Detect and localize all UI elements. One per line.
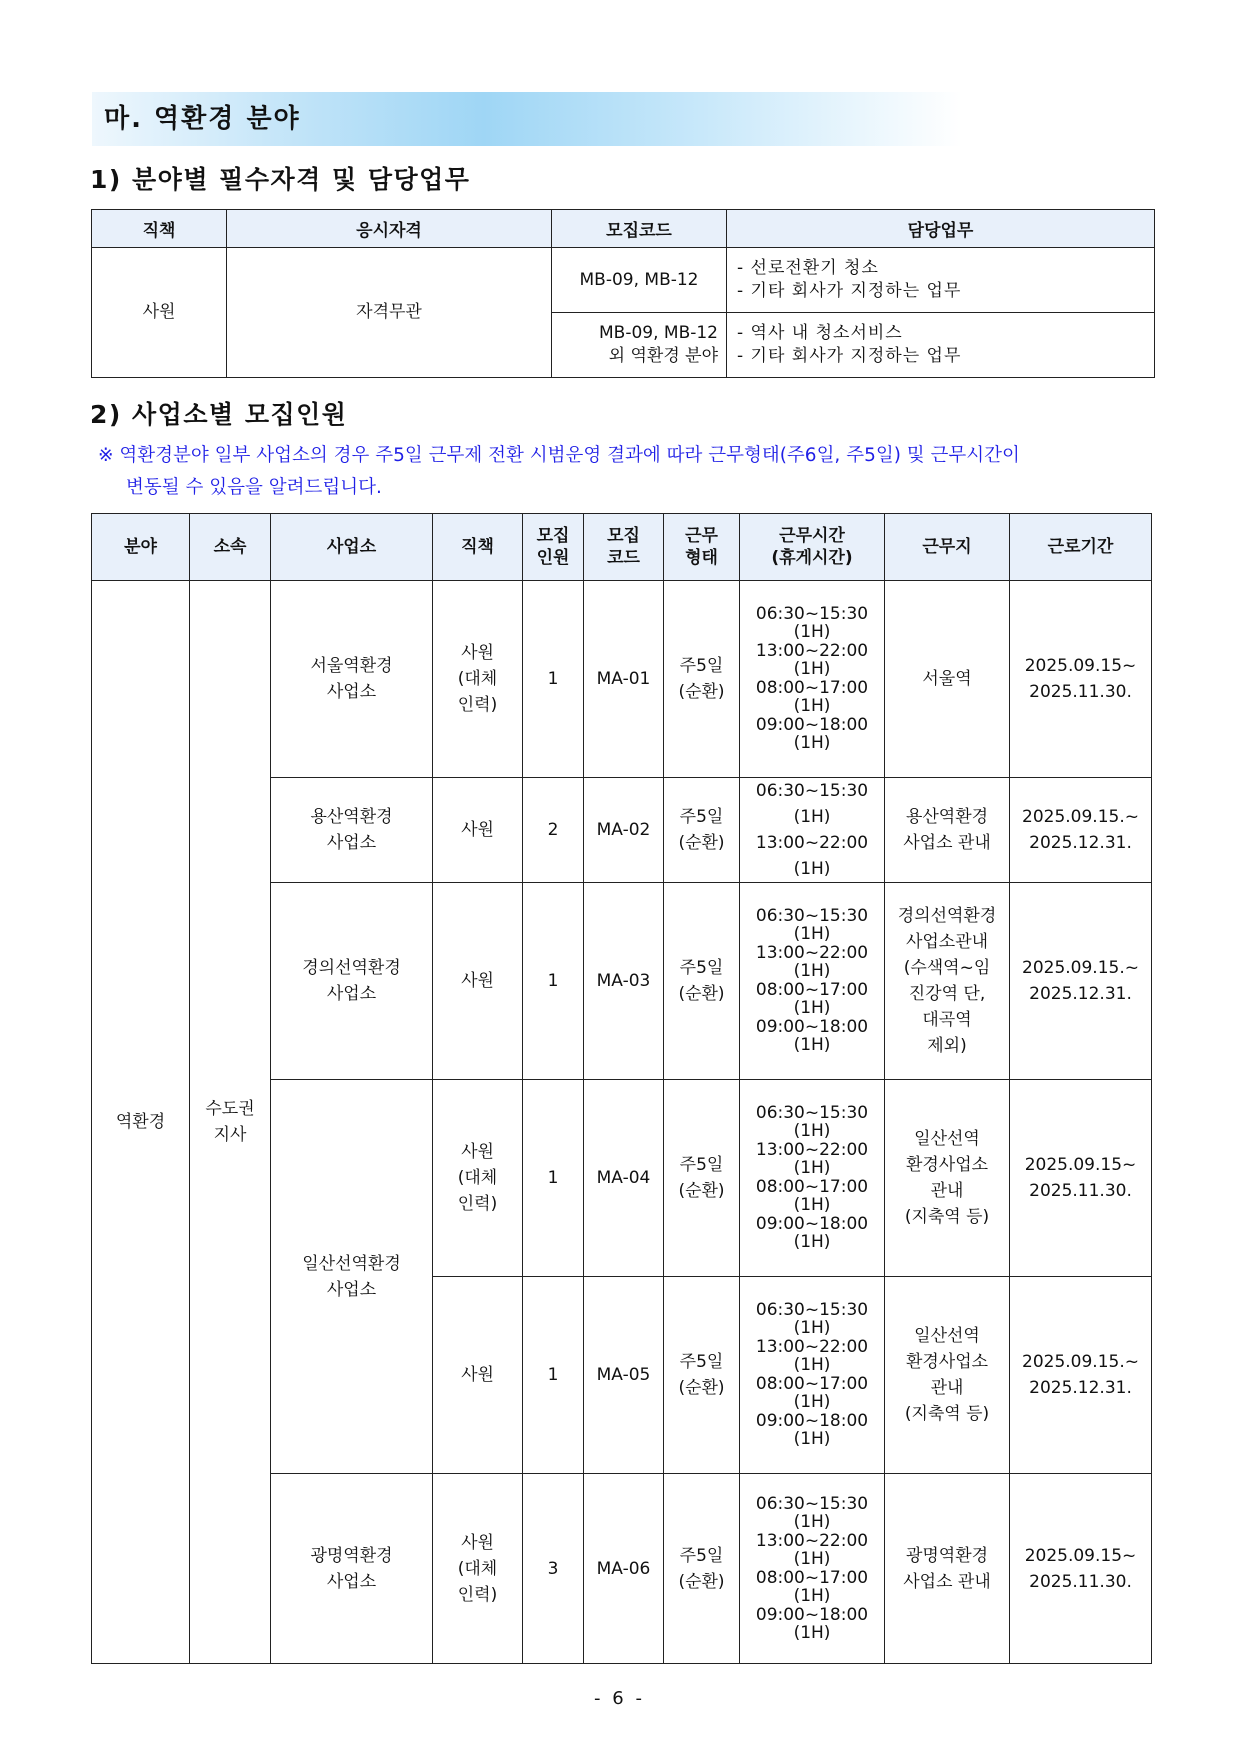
work-type-cell <box>664 1277 740 1474</box>
header-field: 분야 <box>92 514 190 581</box>
office-cell <box>271 883 433 1080</box>
break-line: (1H) <box>793 1232 831 1252</box>
office-line: 사업소 <box>326 833 377 853</box>
hours-line: 09:00~18:00 <box>755 1017 869 1037</box>
qualification-table <box>91 209 1155 378</box>
break-line: (1H) <box>793 1548 831 1569</box>
office-line: 사업소 <box>326 1571 377 1592</box>
work-type-line: (순환) <box>678 1181 725 1201</box>
position-cell <box>433 1080 523 1277</box>
table-header-row <box>92 514 1152 581</box>
period-line: 2025.11.30. <box>1029 682 1132 702</box>
table-row <box>92 581 1152 778</box>
period-line: 2025.09.15.~ <box>1022 1352 1139 1372</box>
header-office: 사업소 <box>271 514 433 581</box>
header-work-type <box>664 514 740 581</box>
workplace-line: 사업소관내 <box>905 932 989 952</box>
count-cell: 2 <box>523 778 584 883</box>
position-line: 인력) <box>457 1584 498 1605</box>
work-hours-cell <box>740 1474 885 1664</box>
period-line: 2025.12.31. <box>1029 1378 1132 1398</box>
affiliation-line: 지사 <box>213 1125 247 1145</box>
hours-line: 09:00~18:00 <box>755 1214 869 1234</box>
duty-cell <box>727 248 1155 313</box>
workplace-line: 일산선역 <box>914 1326 980 1346</box>
position-cell <box>433 1474 523 1664</box>
break-line: (1H) <box>793 1158 831 1178</box>
period-cell <box>1010 581 1152 778</box>
workplace-cell <box>885 1474 1010 1664</box>
work-type-cell <box>664 778 740 883</box>
position-cell: 사원 <box>433 883 523 1080</box>
work-type-line: 주5일 <box>679 1155 724 1175</box>
workplace-line: 일산선역 <box>914 1129 980 1149</box>
workplace-line: 관내 <box>930 1181 964 1201</box>
work-type-line: 주5일 <box>679 958 724 978</box>
period-cell <box>1010 1277 1152 1474</box>
position-line: 인력) <box>457 1194 498 1214</box>
workplace-cell <box>885 1080 1010 1277</box>
office-line: 서울역환경 <box>310 656 393 676</box>
header-line: 인원 <box>536 548 570 568</box>
office-line: 광명역환경 <box>310 1545 393 1566</box>
workplace-cell <box>885 1277 1010 1474</box>
work-type-line: 주5일 <box>679 656 724 676</box>
break-line: (1H) <box>793 1035 831 1055</box>
workplace-line: 진강역 단, <box>908 984 986 1004</box>
office-line: 사업소 <box>326 1279 377 1300</box>
break-line: (1H) <box>793 1392 831 1412</box>
header-workplace: 근무지 <box>885 514 1010 581</box>
work-type-line: 주5일 <box>679 807 724 827</box>
code-cell: MA-05 <box>584 1277 664 1474</box>
header-line: 형태 <box>685 548 718 568</box>
workplace-line: 관내 <box>930 1378 964 1398</box>
work-hours-cell <box>740 581 885 778</box>
period-line: 2025.09.15.~ <box>1022 807 1139 827</box>
duty-line: - 기타 회사가 지정하는 업무 <box>737 281 962 301</box>
work-type-line: (순환) <box>678 682 725 702</box>
office-line: 경의선역환경 <box>302 958 401 978</box>
hours-line: 13:00~22:00 <box>755 1337 869 1357</box>
header-code <box>584 514 664 581</box>
position-line: (대체 <box>457 1558 498 1579</box>
count-cell: 1 <box>523 1080 584 1277</box>
notice-line: ※ 역환경분야 일부 사업소의 경우 주5일 근무제 전환 시범운영 결과에 따라 근무형태(주6일, 주5일) 및 근무시간이 <box>98 445 1020 466</box>
hours-line: 09:00~18:00 <box>755 1411 869 1431</box>
header-affiliation: 소속 <box>190 514 271 581</box>
period-line: 2025.11.30. <box>1029 1181 1132 1201</box>
break-line: (1H) <box>793 859 831 879</box>
break-line: (1H) <box>793 998 831 1018</box>
header-line: (휴게시간) <box>771 548 853 568</box>
break-line: (1H) <box>793 659 831 679</box>
break-line: (1H) <box>793 1511 831 1532</box>
hours-line: 08:00~17:00 <box>755 1374 869 1394</box>
hours-line: 08:00~17:00 <box>755 1177 869 1197</box>
workplace-line: 사업소 관내 <box>903 1571 991 1592</box>
count-cell: 1 <box>523 1277 584 1474</box>
hours-line: 06:30~15:30 <box>755 1493 869 1514</box>
workplace-line: 환경사업소 <box>905 1155 989 1175</box>
workplace-cell: 서울역 <box>885 581 1010 778</box>
position-cell: 사원 <box>92 248 227 378</box>
office-cell <box>271 581 433 778</box>
code-line: MB-09, MB-12 <box>599 323 718 343</box>
header-line: 모집 <box>607 526 640 546</box>
code-cell: MA-01 <box>584 581 664 778</box>
position-line: (대체 <box>457 1168 498 1188</box>
header-line: 근무 <box>685 526 718 546</box>
hours-line: 13:00~22:00 <box>755 943 869 963</box>
position-line: 사원 <box>461 1142 494 1162</box>
period-line: 2025.09.15~ <box>1024 656 1137 676</box>
period-cell <box>1010 883 1152 1080</box>
position-line: 인력) <box>457 695 498 715</box>
header-line: 근무시간 <box>779 526 845 546</box>
hours-line: 06:30~15:30 <box>755 1300 869 1320</box>
hours-line: 08:00~17:00 <box>755 1567 869 1588</box>
work-type-line: 주5일 <box>679 1352 724 1372</box>
hours-line: 06:30~15:30 <box>755 906 869 926</box>
period-cell <box>1010 1474 1152 1664</box>
hours-line: 06:30~15:30 <box>755 781 869 801</box>
period-line: 2025.09.15.~ <box>1022 958 1139 978</box>
hours-line: 06:30~15:30 <box>755 1103 869 1123</box>
office-line: 사업소 <box>326 984 377 1004</box>
work-type-line: 주5일 <box>679 1545 724 1566</box>
hours-line: 13:00~22:00 <box>755 1140 869 1160</box>
work-hours-cell <box>740 1277 885 1474</box>
count-cell: 3 <box>523 1474 584 1664</box>
code-cell <box>552 248 727 313</box>
work-hours-cell <box>740 883 885 1080</box>
position-line: 사원 <box>461 1532 494 1553</box>
break-line: (1H) <box>793 622 831 642</box>
header-recruit-code: 모집코드 <box>552 210 727 248</box>
break-line: (1H) <box>793 807 831 827</box>
code-cell: MA-06 <box>584 1474 664 1664</box>
hours-line: 08:00~17:00 <box>755 678 869 698</box>
notice-line: 변동될 수 있음을 알려드립니다. <box>126 477 382 498</box>
page-number: - 6 - <box>594 1688 645 1709</box>
hours-line: 06:30~15:30 <box>755 604 869 624</box>
hours-line: 13:00~22:00 <box>755 833 869 853</box>
duty-cell <box>727 313 1155 378</box>
break-line: (1H) <box>793 1622 831 1643</box>
header-line: 모집 <box>536 526 570 546</box>
hours-line: 08:00~17:00 <box>755 980 869 1000</box>
hours-line: 09:00~18:00 <box>755 715 869 735</box>
break-line: (1H) <box>793 1355 831 1375</box>
workplace-line: (지축역 등) <box>904 1404 990 1424</box>
header-duty: 담당업무 <box>727 210 1155 248</box>
break-line: (1H) <box>793 961 831 981</box>
notice-text <box>98 440 1158 504</box>
office-line: 사업소 <box>326 682 377 702</box>
period-line: 2025.12.31. <box>1029 984 1132 1004</box>
duty-line: - 선로전환기 청소 <box>737 258 879 278</box>
work-hours-cell <box>740 778 885 883</box>
workplace-line: 대곡역 <box>922 1010 972 1030</box>
office-cell <box>271 778 433 883</box>
position-line: 사원 <box>461 643 494 663</box>
affiliation-cell <box>190 581 271 1664</box>
workplace-line: 광명역환경 <box>905 1545 989 1566</box>
code-cell: MA-02 <box>584 778 664 883</box>
work-type-line: (순환) <box>678 1378 725 1398</box>
duty-line: - 역사 내 청소서비스 <box>737 323 903 343</box>
qualification-cell: 자격무관 <box>227 248 552 378</box>
break-line: (1H) <box>793 924 831 944</box>
break-line: (1H) <box>793 1429 831 1449</box>
work-type-line: (순환) <box>678 833 725 853</box>
header-count <box>523 514 584 581</box>
header-qualification: 응시자격 <box>227 210 552 248</box>
code-cell <box>552 313 727 378</box>
code-line: 외 역환경 분야 <box>608 346 718 366</box>
subsection-title-qualifications: 1) 분야별 필수자격 및 담당업무 <box>90 165 471 194</box>
work-type-cell <box>664 1080 740 1277</box>
workplace-line: (수색역~임 <box>903 958 991 978</box>
recruitment-table <box>91 513 1152 1664</box>
field-cell: 역환경 <box>92 581 190 1664</box>
break-line: (1H) <box>793 1585 831 1606</box>
count-cell: 1 <box>523 883 584 1080</box>
affiliation-line: 수도권 <box>205 1099 255 1119</box>
period-line: 2025.09.15~ <box>1024 1545 1137 1566</box>
workplace-cell <box>885 883 1010 1080</box>
header-line: 코드 <box>607 548 640 568</box>
position-cell: 사원 <box>433 778 523 883</box>
workplace-line: 용산역환경 <box>905 807 989 827</box>
count-cell: 1 <box>523 581 584 778</box>
hours-line: 13:00~22:00 <box>755 1530 869 1551</box>
period-cell <box>1010 1080 1152 1277</box>
hours-line: 13:00~22:00 <box>755 641 869 661</box>
code-cell: MA-03 <box>584 883 664 1080</box>
section-title: 마. 역환경 분야 <box>104 104 301 134</box>
hours-line: 09:00~18:00 <box>755 1604 869 1625</box>
workplace-line: 경의선역환경 <box>897 906 997 926</box>
position-line: (대체 <box>457 669 498 689</box>
header-work-hours <box>740 514 885 581</box>
work-hours-cell <box>740 1080 885 1277</box>
workplace-line: 환경사업소 <box>905 1352 989 1372</box>
workplace-line: 사업소 관내 <box>903 833 991 853</box>
break-line: (1H) <box>793 733 831 753</box>
break-line: (1H) <box>793 1318 831 1338</box>
workplace-line: 제외) <box>927 1036 967 1056</box>
office-cell <box>271 1080 433 1474</box>
work-type-line: (순환) <box>678 1571 725 1592</box>
break-line: (1H) <box>793 1195 831 1215</box>
code-cell: MA-04 <box>584 1080 664 1277</box>
work-type-line: (순환) <box>678 984 725 1004</box>
workplace-cell <box>885 778 1010 883</box>
period-line: 2025.12.31. <box>1029 833 1132 853</box>
work-type-cell <box>664 581 740 778</box>
header-position: 직책 <box>92 210 227 248</box>
code-line: MB-09, MB-12 <box>579 269 699 290</box>
period-line: 2025.11.30. <box>1029 1571 1132 1592</box>
duty-line: - 기타 회사가 지정하는 업무 <box>737 346 962 366</box>
break-line: (1H) <box>793 1121 831 1141</box>
break-line: (1H) <box>793 696 831 716</box>
position-cell <box>433 581 523 778</box>
subsection-title-recruitment: 2) 사업소별 모집인원 <box>90 400 348 429</box>
period-line: 2025.09.15~ <box>1024 1155 1137 1175</box>
workplace-line: (지축역 등) <box>904 1207 990 1227</box>
office-cell <box>271 1474 433 1664</box>
header-period: 근로기간 <box>1010 514 1152 581</box>
work-type-cell <box>664 1474 740 1664</box>
table-header-row <box>92 210 1155 248</box>
office-line: 일산선역환경 <box>302 1253 401 1274</box>
position-cell: 사원 <box>433 1277 523 1474</box>
header-position: 직책 <box>433 514 523 581</box>
table-row <box>92 248 1155 313</box>
period-cell <box>1010 778 1152 883</box>
work-type-cell <box>664 883 740 1080</box>
office-line: 용산역환경 <box>310 807 393 827</box>
